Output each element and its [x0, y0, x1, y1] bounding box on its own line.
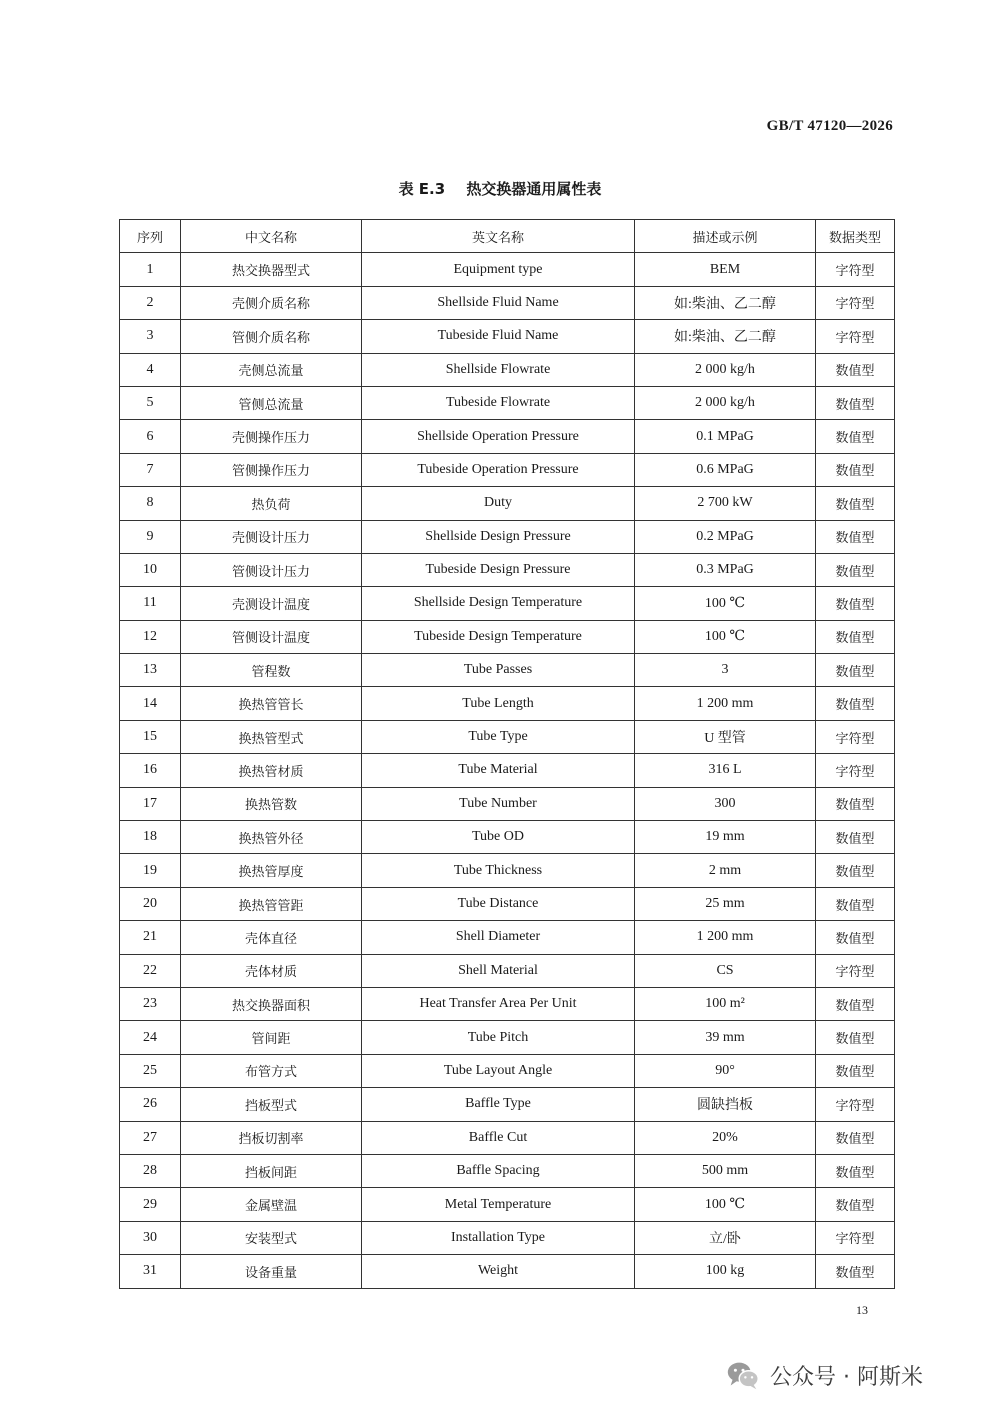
cell-chinese-name: 挡板间距 [181, 1154, 362, 1187]
table-row [120, 821, 895, 854]
cell-index: 5 [120, 386, 181, 419]
table-row [120, 420, 895, 453]
cell-description: 100 ℃ [635, 620, 816, 653]
cell-index: 15 [120, 720, 181, 753]
cell-index: 20 [120, 887, 181, 920]
table-name: 热交换器通用属性表 [466, 180, 602, 198]
cell-description: 19 mm [635, 821, 816, 854]
table-row [120, 720, 895, 753]
table-row [120, 654, 895, 687]
cell-data-type: 字符型 [816, 720, 895, 753]
cell-english-name: Shellside Design Temperature [362, 587, 635, 620]
cell-index: 21 [120, 921, 181, 954]
cell-description: BEM [635, 253, 816, 286]
table-row [120, 1154, 895, 1187]
col-header-english-name: 英文名称 [362, 220, 635, 253]
table-row [120, 286, 895, 319]
table-title [0, 178, 1000, 199]
table-row [120, 787, 895, 820]
table-row [120, 754, 895, 787]
cell-data-type: 数值型 [816, 453, 895, 486]
cell-chinese-name: 管侧总流量 [181, 386, 362, 419]
cell-chinese-name: 壳测设计温度 [181, 587, 362, 620]
cell-index: 7 [120, 453, 181, 486]
table-row [120, 386, 895, 419]
cell-index: 6 [120, 420, 181, 453]
cell-description: 20% [635, 1121, 816, 1154]
cell-chinese-name: 换热管管距 [181, 887, 362, 920]
cell-description: 圆缺挡板 [635, 1088, 816, 1121]
cell-description: 0.3 MPaG [635, 553, 816, 586]
cell-chinese-name: 布管方式 [181, 1054, 362, 1087]
watermark [724, 1356, 923, 1394]
cell-data-type: 数值型 [816, 1021, 895, 1054]
cell-description: 2 000 kg/h [635, 386, 816, 419]
cell-english-name: Heat Transfer Area Per Unit [362, 987, 635, 1020]
cell-english-name: Tubeside Design Pressure [362, 553, 635, 586]
cell-index: 26 [120, 1088, 181, 1121]
cell-data-type: 字符型 [816, 286, 895, 319]
cell-data-type: 数值型 [816, 887, 895, 920]
cell-chinese-name: 管间距 [181, 1021, 362, 1054]
cell-data-type: 数值型 [816, 687, 895, 720]
cell-description: U 型管 [635, 720, 816, 753]
cell-chinese-name: 壳体材质 [181, 954, 362, 987]
standard-number: GB/T 47120—2026 [766, 118, 893, 134]
table-row [120, 887, 895, 920]
cell-data-type: 字符型 [816, 954, 895, 987]
cell-data-type: 数值型 [816, 620, 895, 653]
cell-data-type: 字符型 [816, 754, 895, 787]
cell-english-name: Duty [362, 487, 635, 520]
table-row [120, 1221, 895, 1254]
cell-description: 如:柴油、乙二醇 [635, 320, 816, 353]
cell-chinese-name: 设备重量 [181, 1255, 362, 1288]
cell-index: 17 [120, 787, 181, 820]
cell-english-name: Tube Distance [362, 887, 635, 920]
cell-index: 9 [120, 520, 181, 553]
cell-description: 3 [635, 654, 816, 687]
cell-english-name: Metal Temperature [362, 1188, 635, 1221]
cell-description: 1 200 mm [635, 921, 816, 954]
table-row [120, 1054, 895, 1087]
cell-index: 12 [120, 620, 181, 653]
cell-description: 25 mm [635, 887, 816, 920]
cell-description: 100 m² [635, 987, 816, 1020]
cell-description: 2 mm [635, 854, 816, 887]
table-row [120, 854, 895, 887]
table-row [120, 921, 895, 954]
table-row [120, 487, 895, 520]
cell-index: 2 [120, 286, 181, 319]
cell-english-name: Shell Material [362, 954, 635, 987]
cell-chinese-name: 换热管管长 [181, 687, 362, 720]
cell-english-name: Tubeside Operation Pressure [362, 453, 635, 486]
cell-chinese-name: 壳侧设计压力 [181, 520, 362, 553]
cell-description: 39 mm [635, 1021, 816, 1054]
cell-description: 2 000 kg/h [635, 353, 816, 386]
table-row [120, 1121, 895, 1154]
cell-data-type: 数值型 [816, 353, 895, 386]
cell-index: 28 [120, 1154, 181, 1187]
cell-description: 100 kg [635, 1255, 816, 1288]
cell-chinese-name: 换热管数 [181, 787, 362, 820]
cell-data-type: 数值型 [816, 1188, 895, 1221]
cell-chinese-name: 管侧设计温度 [181, 620, 362, 653]
cell-chinese-name: 挡板型式 [181, 1088, 362, 1121]
cell-data-type: 数值型 [816, 420, 895, 453]
cell-index: 11 [120, 587, 181, 620]
cell-description: 2 700 kW [635, 487, 816, 520]
wechat-icon [724, 1356, 762, 1394]
page-number: 13 [856, 1303, 868, 1317]
cell-data-type: 数值型 [816, 386, 895, 419]
cell-chinese-name: 换热管型式 [181, 720, 362, 753]
cell-english-name: Shellside Fluid Name [362, 286, 635, 319]
col-header-description: 描述或示例 [635, 220, 816, 253]
cell-data-type: 字符型 [816, 320, 895, 353]
cell-english-name: Tube Material [362, 754, 635, 787]
cell-chinese-name: 热交换器型式 [181, 253, 362, 286]
table-body [120, 253, 895, 1288]
cell-description: 500 mm [635, 1154, 816, 1187]
cell-data-type: 数值型 [816, 1054, 895, 1087]
cell-index: 10 [120, 553, 181, 586]
cell-description: 如:柴油、乙二醇 [635, 286, 816, 319]
col-header-index: 序列 [120, 220, 181, 253]
cell-chinese-name: 挡板切割率 [181, 1121, 362, 1154]
table-row [120, 253, 895, 286]
cell-chinese-name: 壳侧总流量 [181, 353, 362, 386]
cell-index: 13 [120, 654, 181, 687]
cell-index: 3 [120, 320, 181, 353]
cell-english-name: Tube Type [362, 720, 635, 753]
table-label: 表 E.3 [398, 180, 446, 198]
cell-description: 0.6 MPaG [635, 453, 816, 486]
cell-english-name: Tubeside Flowrate [362, 386, 635, 419]
table-row [120, 587, 895, 620]
cell-index: 4 [120, 353, 181, 386]
cell-description: 1 200 mm [635, 687, 816, 720]
cell-index: 24 [120, 1021, 181, 1054]
cell-index: 30 [120, 1221, 181, 1254]
table-row [120, 553, 895, 586]
cell-data-type: 数值型 [816, 654, 895, 687]
cell-english-name: Tubeside Fluid Name [362, 320, 635, 353]
cell-description: CS [635, 954, 816, 987]
cell-english-name: Baffle Spacing [362, 1154, 635, 1187]
cell-index: 19 [120, 854, 181, 887]
cell-description: 300 [635, 787, 816, 820]
cell-data-type: 数值型 [816, 587, 895, 620]
table-row [120, 1188, 895, 1221]
cell-english-name: Baffle Cut [362, 1121, 635, 1154]
table-row [120, 1255, 895, 1288]
cell-data-type: 数值型 [816, 921, 895, 954]
cell-chinese-name: 管侧设计压力 [181, 553, 362, 586]
cell-data-type: 字符型 [816, 1221, 895, 1254]
cell-description: 0.2 MPaG [635, 520, 816, 553]
col-header-chinese-name: 中文名称 [181, 220, 362, 253]
table-row [120, 320, 895, 353]
table-row [120, 954, 895, 987]
cell-english-name: Tube Thickness [362, 854, 635, 887]
cell-english-name: Shell Diameter [362, 921, 635, 954]
cell-english-name: Equipment type [362, 253, 635, 286]
table-row [120, 520, 895, 553]
cell-english-name: Tube Length [362, 687, 635, 720]
cell-english-name: Tube Pitch [362, 1021, 635, 1054]
table-row [120, 620, 895, 653]
table-header-row [120, 220, 895, 253]
cell-english-name: Tube Layout Angle [362, 1054, 635, 1087]
cell-index: 23 [120, 987, 181, 1020]
cell-index: 31 [120, 1255, 181, 1288]
cell-data-type: 数值型 [816, 987, 895, 1020]
cell-chinese-name: 热负荷 [181, 487, 362, 520]
cell-chinese-name: 金属壁温 [181, 1188, 362, 1221]
cell-data-type: 字符型 [816, 1088, 895, 1121]
cell-index: 16 [120, 754, 181, 787]
cell-english-name: Weight [362, 1255, 635, 1288]
cell-index: 27 [120, 1121, 181, 1154]
cell-chinese-name: 壳体直径 [181, 921, 362, 954]
cell-data-type: 数值型 [816, 821, 895, 854]
cell-data-type: 数值型 [816, 1255, 895, 1288]
cell-description: 316 L [635, 754, 816, 787]
cell-chinese-name: 壳侧介质名称 [181, 286, 362, 319]
cell-english-name: Shellside Operation Pressure [362, 420, 635, 453]
cell-index: 22 [120, 954, 181, 987]
cell-data-type: 数值型 [816, 1121, 895, 1154]
cell-english-name: Tube Passes [362, 654, 635, 687]
cell-data-type: 数值型 [816, 520, 895, 553]
cell-description: 立/卧 [635, 1221, 816, 1254]
cell-index: 25 [120, 1054, 181, 1087]
cell-english-name: Baffle Type [362, 1088, 635, 1121]
cell-data-type: 数值型 [816, 487, 895, 520]
cell-chinese-name: 管侧操作压力 [181, 453, 362, 486]
cell-chinese-name: 换热管外径 [181, 821, 362, 854]
cell-index: 1 [120, 253, 181, 286]
cell-english-name: Tubeside Design Temperature [362, 620, 635, 653]
cell-index: 14 [120, 687, 181, 720]
cell-data-type: 字符型 [816, 253, 895, 286]
table-row [120, 687, 895, 720]
cell-data-type: 数值型 [816, 553, 895, 586]
cell-description: 90° [635, 1054, 816, 1087]
cell-english-name: Tube OD [362, 821, 635, 854]
cell-data-type: 数值型 [816, 787, 895, 820]
cell-english-name: Shellside Design Pressure [362, 520, 635, 553]
cell-chinese-name: 管侧介质名称 [181, 320, 362, 353]
table-row [120, 1088, 895, 1121]
cell-english-name: Shellside Flowrate [362, 353, 635, 386]
cell-index: 18 [120, 821, 181, 854]
col-header-data-type: 数据类型 [816, 220, 895, 253]
table-row [120, 453, 895, 486]
cell-description: 0.1 MPaG [635, 420, 816, 453]
table-row [120, 353, 895, 386]
cell-description: 100 ℃ [635, 1188, 816, 1221]
cell-chinese-name: 换热管厚度 [181, 854, 362, 887]
cell-chinese-name: 安装型式 [181, 1221, 362, 1254]
cell-data-type: 数值型 [816, 854, 895, 887]
cell-chinese-name: 换热管材质 [181, 754, 362, 787]
cell-description: 100 ℃ [635, 587, 816, 620]
table-row [120, 987, 895, 1020]
watermark-text: 公众号 · 阿斯米 [770, 1364, 923, 1390]
cell-chinese-name: 壳侧操作压力 [181, 420, 362, 453]
table-row [120, 1021, 895, 1054]
cell-english-name: Tube Number [362, 787, 635, 820]
cell-chinese-name: 热交换器面积 [181, 987, 362, 1020]
cell-chinese-name: 管程数 [181, 654, 362, 687]
cell-index: 29 [120, 1188, 181, 1221]
cell-data-type: 数值型 [816, 1154, 895, 1187]
attribute-table [119, 219, 895, 1289]
cell-index: 8 [120, 487, 181, 520]
cell-english-name: Installation Type [362, 1221, 635, 1254]
